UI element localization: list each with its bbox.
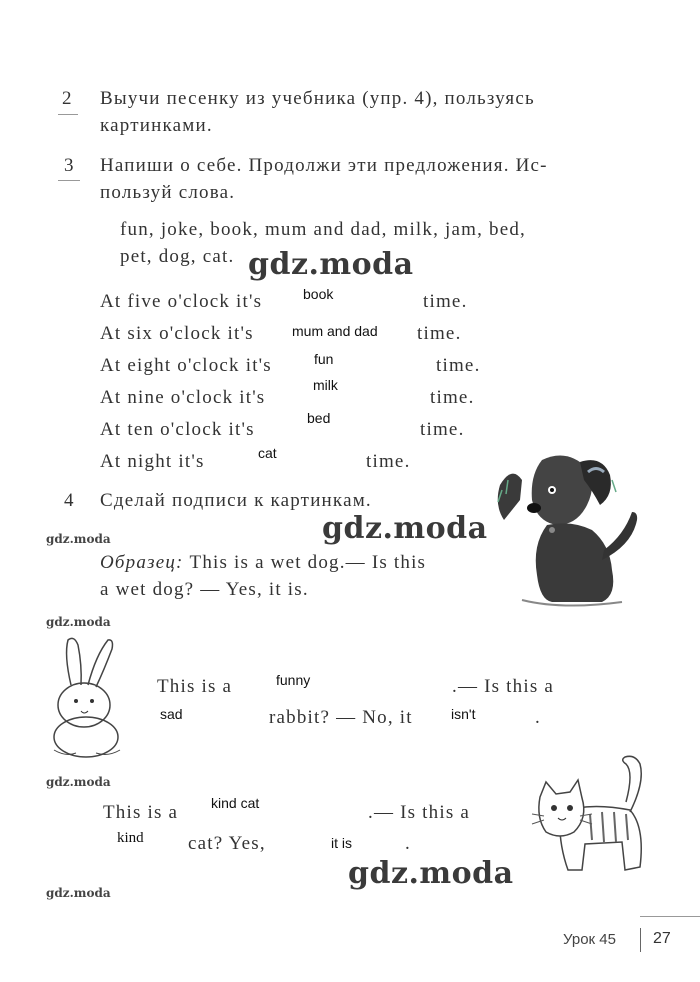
ex3-sentence-1-lead: At five o'clock it's bbox=[100, 291, 263, 312]
ex3-sentence-1-answer: book bbox=[303, 286, 334, 302]
ex2-number-underline bbox=[58, 114, 78, 115]
ex3-sentence-5-lead: At ten o'clock it's bbox=[100, 419, 255, 440]
ex3-sentence-3-lead: At eight o'clock it's bbox=[100, 355, 272, 376]
footer-lesson: Урок 45 bbox=[563, 931, 616, 948]
ex4-example-label: Образец: bbox=[100, 552, 184, 573]
ex3-sentence-2-tail: time. bbox=[417, 323, 462, 344]
ex3-sentence-1-tail: time. bbox=[423, 291, 468, 312]
rabbit-line2: rabbit? — No, it bbox=[269, 707, 413, 728]
ex3-sentence-2-lead: At six o'clock it's bbox=[100, 323, 254, 344]
rabbit-lead: This is a bbox=[157, 676, 233, 697]
cat-answer3: it is bbox=[331, 835, 352, 851]
ex3-sentence-4-tail: time. bbox=[430, 387, 475, 408]
ex3-number-underline bbox=[58, 180, 80, 181]
cat-line2: cat? Yes, bbox=[188, 833, 266, 854]
watermark-1: gdz.moda bbox=[248, 247, 414, 282]
ex3-line2: пользуй слова. bbox=[100, 182, 236, 203]
ex3-line1: Напиши о себе. Продолжи эти предложения. Ис- bbox=[100, 155, 548, 176]
ex3-words-line1: fun, joke, book, mum and dad, milk, jam, bed, bbox=[120, 219, 526, 240]
ex3-sentence-3-answer: fun bbox=[314, 351, 334, 367]
rabbit-answer2: sad bbox=[160, 706, 183, 722]
ex3-number: 3 bbox=[64, 155, 74, 176]
watermark-small-3: gdz.moda bbox=[46, 775, 111, 789]
cat-illustration bbox=[530, 752, 660, 877]
ex4-example-text1: This is a wet dog.— Is this bbox=[189, 552, 427, 573]
rabbit-answer3: isn't bbox=[451, 706, 476, 722]
ex2-number: 2 bbox=[62, 88, 72, 109]
watermark-small-4: gdz.moda bbox=[46, 886, 111, 900]
ex4-instruction: Сделай подписи к картинкам. bbox=[100, 490, 372, 511]
ex4-example-line1 bbox=[100, 552, 426, 574]
ex3-words-line2: pet, dog, cat. bbox=[120, 246, 235, 267]
watermark-3: gdz.moda bbox=[348, 856, 514, 891]
footer-corner-line bbox=[640, 916, 700, 917]
ex3-sentence-3-tail: time. bbox=[436, 355, 481, 376]
cat-answer2: kind bbox=[117, 830, 144, 846]
cat-end: . bbox=[405, 833, 411, 854]
wet-dog-illustration bbox=[492, 450, 642, 610]
cat-mid: .— Is this a bbox=[368, 802, 471, 823]
ex3-sentence-5-tail: time. bbox=[420, 419, 465, 440]
rabbit-illustration bbox=[36, 635, 136, 760]
ex3-sentence-6-tail: time. bbox=[366, 451, 411, 472]
ex3-sentence-5-answer: bed bbox=[307, 410, 331, 426]
cat-answer1: kind cat bbox=[211, 795, 260, 811]
footer-divider bbox=[640, 928, 641, 952]
ex4-number: 4 bbox=[64, 490, 74, 511]
ex4-example-line2: a wet dog? — Yes, it is. bbox=[100, 579, 309, 600]
watermark-small-2: gdz.moda bbox=[46, 615, 111, 629]
ex3-sentence-2-answer: mum and dad bbox=[292, 323, 378, 339]
ex3-sentence-6-answer: cat bbox=[258, 445, 277, 461]
rabbit-answer1: funny bbox=[276, 672, 311, 688]
rabbit-mid: .— Is this a bbox=[452, 676, 555, 697]
ex3-sentence-6-lead: At night it's bbox=[100, 451, 205, 472]
ex3-sentence-4-lead: At nine o'clock it's bbox=[100, 387, 266, 408]
cat-lead: This is a bbox=[103, 802, 179, 823]
ex3-sentence-4-answer: milk bbox=[313, 377, 338, 393]
ex2-line1: Выучи песенку из учебника (упр. 4), пользуясь bbox=[100, 88, 535, 109]
watermark-2: gdz.moda bbox=[322, 511, 488, 546]
rabbit-end: . bbox=[535, 707, 541, 728]
watermark-small-1: gdz.moda bbox=[46, 532, 111, 546]
footer-page-number: 27 bbox=[653, 930, 671, 947]
ex2-line2: картинками. bbox=[100, 115, 213, 136]
